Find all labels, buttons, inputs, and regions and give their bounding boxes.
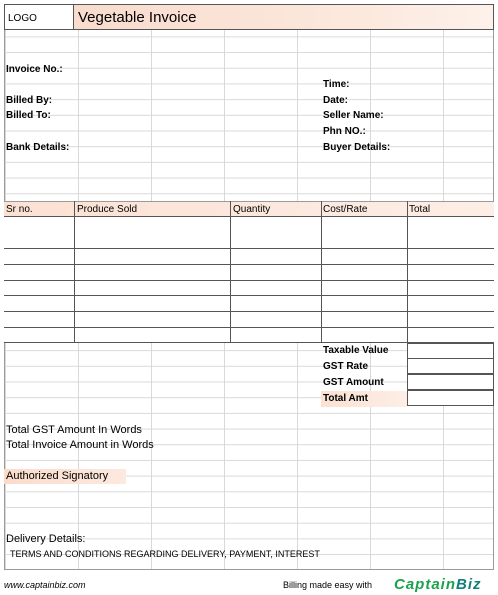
table-row: [4, 295, 494, 296]
column-header-produce: Produce Sold: [77, 204, 138, 215]
column-divider: [230, 201, 231, 343]
footer-tagline: Billing made easy with: [283, 580, 373, 590]
bank-details-label: Bank Details:: [6, 142, 70, 153]
column-divider: [74, 201, 75, 343]
phone-no-label: Phn NO.:: [323, 126, 366, 137]
column-divider: [321, 201, 322, 343]
gst-rate-field[interactable]: [407, 358, 494, 374]
terms-and-conditions: TERMS AND CONDITIONS REGARDING DELIVERY, PAYMENT, INTEREST: [10, 549, 320, 559]
invoice-no-label: Invoice No.:: [6, 64, 63, 75]
billed-by-label: Billed By:: [6, 95, 53, 106]
taxable-value-field[interactable]: [407, 343, 494, 359]
time-label: Time:: [323, 79, 350, 90]
table-row: [4, 248, 494, 249]
column-header-sr-no: Sr no.: [6, 204, 33, 215]
gst-amount-label: GST Amount: [323, 377, 384, 388]
billed-to-label: Billed To:: [6, 110, 51, 121]
gst-rate-label: GST Rate: [323, 361, 369, 372]
website-link[interactable]: www.captainbiz.com: [4, 580, 86, 590]
captainbiz-logo: [394, 576, 482, 593]
column-header-total: Total: [409, 204, 431, 215]
table-row: [4, 264, 494, 265]
column-header-quantity: Quantity: [233, 204, 271, 215]
delivery-details-label: Delivery Details:: [6, 533, 86, 545]
buyer-details-label: Buyer Details:: [323, 142, 391, 153]
gst-amount-words-label: Total GST Amount In Words: [6, 424, 142, 436]
logo-placeholder: LOGO: [4, 4, 74, 30]
brand-part-2: Biz: [456, 576, 482, 593]
gst-amount-field[interactable]: [407, 374, 494, 390]
table-row: [4, 280, 494, 281]
column-header-cost-rate: Cost/Rate: [323, 204, 368, 215]
date-label: Date:: [323, 95, 349, 106]
brand-part-1: Captain: [394, 576, 457, 593]
column-divider: [407, 201, 408, 343]
table-header-row: [4, 201, 494, 217]
invoice-title: Vegetable Invoice: [74, 4, 494, 30]
table-row: [4, 311, 494, 312]
authorized-signatory: Authorized Signatory: [4, 469, 126, 484]
invoice-amount-words-label: Total Invoice Amount in Words: [6, 439, 154, 451]
total-amt-field[interactable]: [407, 390, 494, 406]
taxable-value-label: Taxable Value: [323, 345, 389, 356]
seller-name-label: Seller Name:: [323, 110, 384, 121]
table-row: [4, 327, 494, 328]
total-amt-label: Total Amt: [323, 393, 368, 404]
